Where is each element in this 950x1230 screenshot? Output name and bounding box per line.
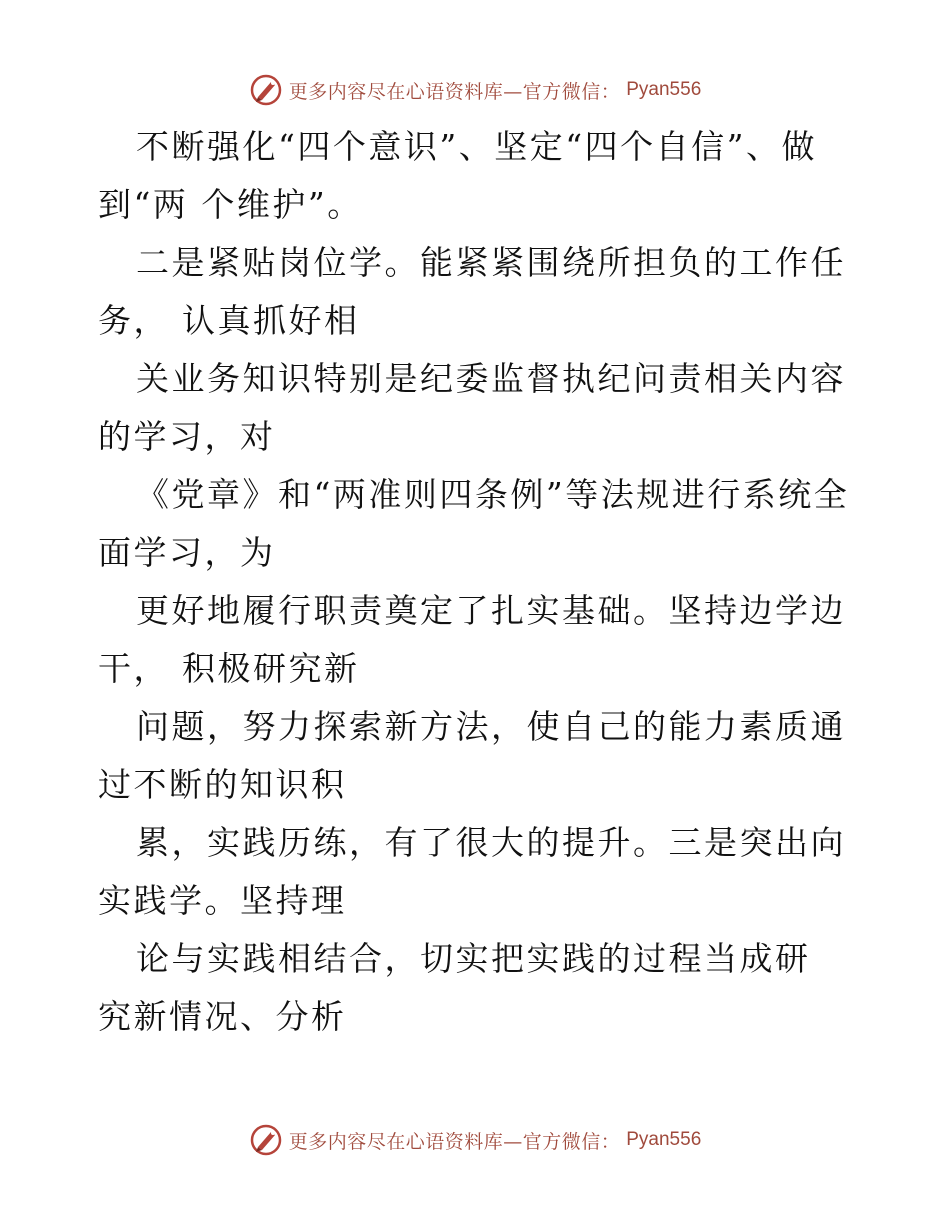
paragraph: 二是紧贴岗位学。能紧紧围绕所担负的工作任务， 认真抓好相 (98, 243, 846, 340)
watermark-wechat-id: Pyan556 (626, 79, 702, 100)
paragraph: 论与实践相结合，切实把实践的过程当成研 究新情况、分析 (98, 939, 824, 1036)
paragraph: 不断强化“四个意识”、坚定“四个自信”、做到“两 个维护”。 (98, 127, 817, 224)
paragraph: 关业务知识特别是纪委监督执纪问责相关内容的学习，对 (98, 359, 846, 456)
pen-logo-icon (249, 73, 283, 107)
paragraph: 《党章》和“两准则四条例”等法规进行系统全面学习，为 (98, 475, 850, 572)
paragraph: 问题，努力探索新方法，使自己的能力素质通过不断的知识积 (98, 707, 846, 804)
watermark-text: 更多内容尽在心语资料库—官方微信： (288, 1130, 621, 1153)
footer-watermark (0, 1120, 950, 1160)
watermark-wechat-id: Pyan556 (626, 1129, 702, 1150)
document-body (98, 118, 858, 1046)
watermark-text: 更多内容尽在心语资料库—官方微信： (288, 80, 621, 103)
pen-logo-icon (249, 1123, 283, 1157)
paragraph: 更好地履行职责奠定了扎实基础。坚持边学边干， 积极研究新 (98, 591, 846, 688)
header-watermark (0, 70, 950, 110)
paragraph: 累，实践历练，有了很大的提升。三是突出向实践学。坚持理 (98, 823, 846, 920)
